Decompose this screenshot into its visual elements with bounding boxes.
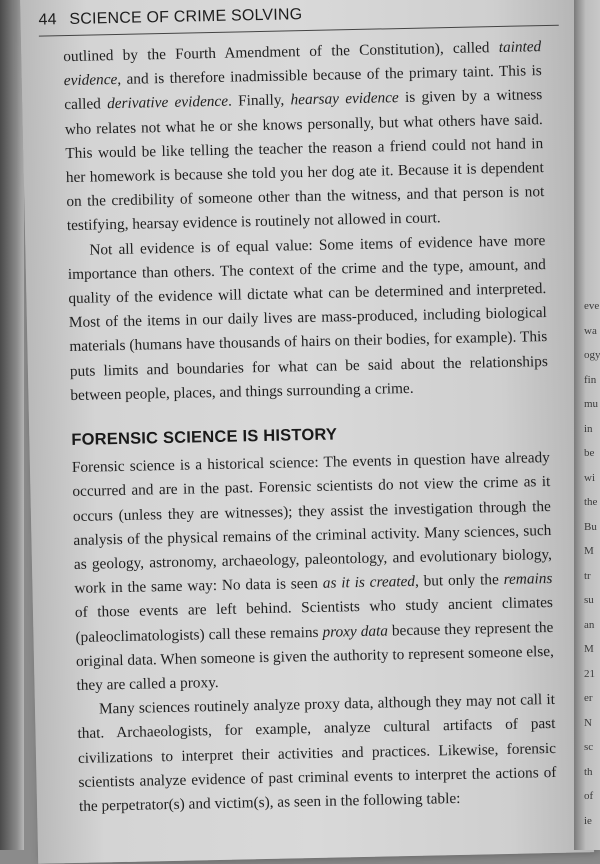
text-run: because they represent the original data. When someone is given the authority to represent someone else, they are called a proxy. — [75, 618, 555, 695]
paragraph-proxy-data: Many sciences routinely analyze proxy data, although they may not call it that. Archaeologists, for example, analyze cultural artifacts of past civilizations to interpret their activities and practices. Likewise, forensic scientists analyze evidence of past criminal events to interpret the actions of the perpetrator(s) and victim(s), as seen in the following table: — [77, 691, 557, 816]
adjacent-page-fragment: N — [584, 716, 592, 729]
paragraph-evidence-types — [63, 35, 545, 239]
adjacent-page-fragment: su — [584, 594, 594, 606]
italic-term: derivative evidence — [106, 93, 229, 113]
text-run: outlined by the Fourth Amendment of the Constitution), called — [63, 38, 499, 66]
running-header — [38, 6, 302, 30]
adjacent-page-fragment: of — [584, 790, 594, 802]
adjacent-page-fragment: wi — [584, 471, 595, 484]
adjacent-page-edge — [574, 0, 600, 850]
adjacent-page-fragment: an — [584, 618, 595, 631]
italic-term: remains — [503, 570, 553, 589]
book-page — [20, 0, 597, 864]
text-run: , but only the — [414, 571, 504, 591]
adjacent-page-fragment: sc — [584, 741, 594, 753]
adjacent-page-fragment: tr — [584, 569, 591, 582]
italic-term: tainted evidence — [63, 38, 542, 90]
text-run: , and is therefore inadmissible because of the primary taint. This is called — [64, 62, 542, 114]
text-run: of those events are left behind. Scientists who study ancient climates (paleoclimatologists) call these remains — [74, 594, 554, 646]
italic-term: hearsay evidence — [290, 89, 399, 109]
paragraph-historical-science — [72, 446, 555, 698]
adjacent-page-fragment: the — [584, 496, 598, 508]
adjacent-page-fragment: mu — [584, 398, 599, 410]
paragraph-evidence-value: Not all evidence is of equal value: Some items of evidence have more importance than others. The context of the crime and the type, amount, and quality of the evidence will dictate what can be determined and interpreted. Most of the items in our daily lives are mass-produced, including biological materials (humans have thousands of hairs on their bodies, for example). This puts limits and boundaries for what can be said about the relationships between people, places, and things surrounding a crime. — [67, 231, 548, 404]
adjacent-page-fragment: M — [584, 545, 594, 557]
adjacent-page-fragment: be — [584, 447, 595, 459]
adjacent-page-fragment: eve — [584, 300, 600, 312]
page-body — [63, 35, 557, 819]
adjacent-page-fragment: M — [584, 643, 594, 655]
section-heading: FORENSIC SCIENCE IS HISTORY — [71, 425, 338, 450]
adjacent-page-fragment: th — [584, 765, 593, 778]
text-run: is given by a witness who relates not what he or she knows personally, but what others have said. This would be like telling the teacher the reason a friend could not hand in her homework is because she told you her dog ate it. Because it is dependent on the credibility of someone other than the witness, and that person is not testifying, hearsay evidence is routinely not allowed in court. — [64, 86, 545, 235]
running-title: SCIENCE OF CRIME SOLVING — [69, 6, 303, 28]
adjacent-page-fragment: er — [584, 692, 593, 704]
text-run: . Finally, — [227, 91, 291, 111]
page-number: 44 — [38, 11, 57, 29]
adjacent-page-fragment: Bu — [584, 520, 597, 533]
book-spine-shadow — [0, 0, 24, 850]
adjacent-page-fragment: ie — [584, 814, 592, 827]
italic-term: proxy data — [322, 622, 389, 641]
adjacent-page-fragment: in — [584, 422, 593, 435]
adjacent-page-fragment: ogy — [584, 349, 600, 361]
text-run: Forensic science is a historical science: The events in question have already occurred and are in the past. Forensic scientists do not view the crime as it occurs (unless they are witnesses); they assist the investigation through the analysis of the physical remains of the criminal activity. Many sciences, such as geology, astronomy, archaeology, paleontology, and evolutionary biology, work in the same way: No data is seen — [71, 449, 553, 598]
adjacent-page-fragment: wa — [584, 324, 597, 337]
adjacent-page-fragment: fin — [584, 373, 597, 386]
italic-term: as it is created — [322, 573, 416, 593]
adjacent-page-fragment: 21 — [584, 667, 595, 680]
